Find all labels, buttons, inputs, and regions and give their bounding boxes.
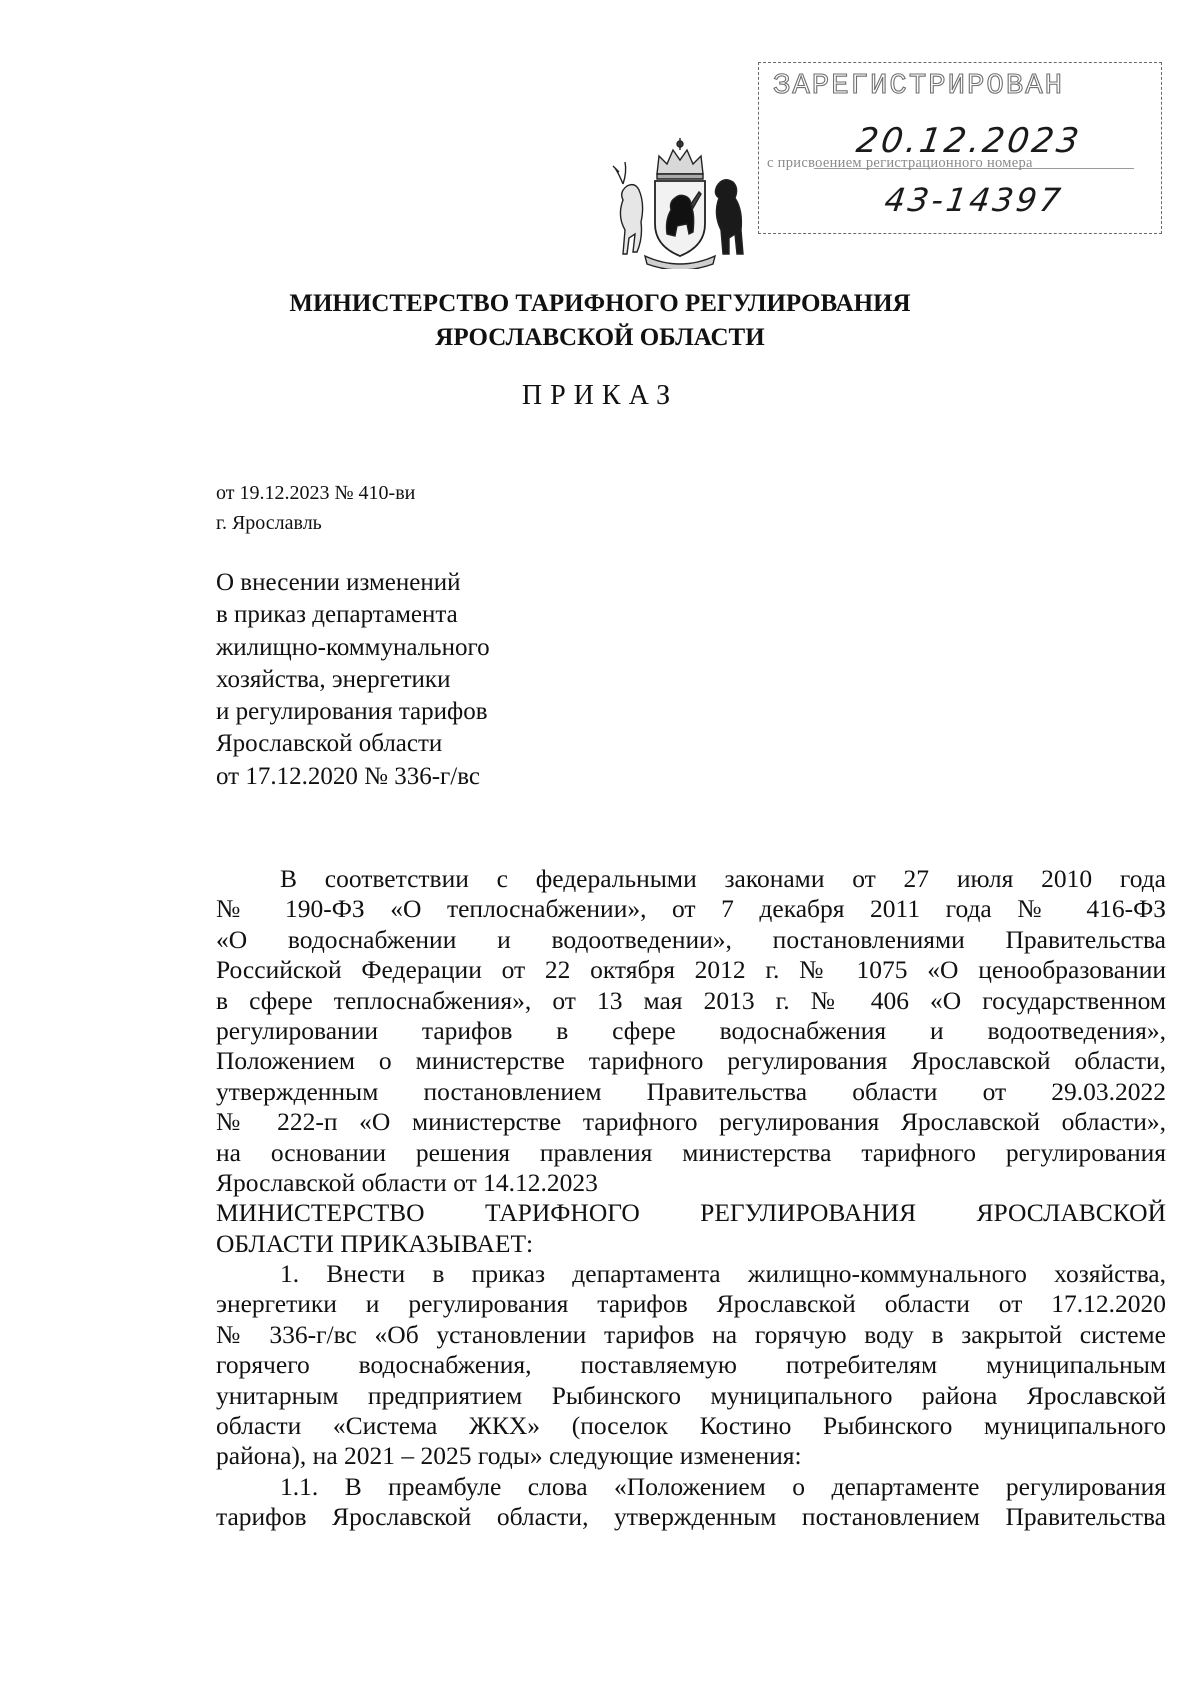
body-line: Российской Федерации от 22 октября 2012 г. № 1075 «О ценообразовании: [216, 955, 1166, 985]
stamp-title: ЗАРЕГИСТРИРОВАН: [773, 69, 1065, 102]
ministry-name: [0, 287, 1200, 355]
subject-line: от 17.12.2020 № 336-г/вс: [216, 762, 480, 790]
body-line: регулировании тарифов в сфере водоснабжения и водоотведения»,: [216, 1015, 1166, 1045]
body-line: утвержденным постановлением Правительства области от 29.03.2022: [216, 1076, 1166, 1106]
body-line: тарифов Ярославской области, утвержденным постановлением Правительства: [216, 1502, 1166, 1532]
body-line: области «Система ЖКХ» (поселок Костино Рыбинского муниципального: [216, 1411, 1166, 1441]
body-line: МИНИСТЕРСТВО ТАРИФНОГО РЕГУЛИРОВАНИЯ ЯРОСЛАВСКОЙ: [216, 1198, 1166, 1228]
body-line: энергетики и регулирования тарифов Ярославской области от 17.12.2020: [216, 1289, 1166, 1319]
body-line: унитарным предприятием Рыбинского муниципального района Ярославской: [216, 1380, 1166, 1410]
body-line: № 336-г/вс «Об установлении тарифов на горячую воду в закрытой системе: [216, 1319, 1166, 1349]
stamp-registration-number: 43-14397: [882, 181, 1066, 219]
stamp-subtitle: с присвоением регистрационного номера: [767, 155, 1033, 171]
body-line: № 190-ФЗ «О теплоснабжении», от 7 декабря 2011 года № 416-ФЗ: [216, 894, 1166, 924]
subject-line: Ярославской области: [216, 730, 443, 758]
order-city: г. Ярославль: [216, 512, 322, 534]
body-line: на основании решения правления министерства тарифного регулирования: [216, 1137, 1166, 1167]
body-line: В соответствии с федеральными законами от 27 июля 2010 года: [280, 864, 1166, 893]
body-line: ОБЛАСТИ ПРИКАЗЫВАЕТ:: [216, 1228, 534, 1258]
subject-line: О внесении изменений: [216, 569, 461, 596]
subject-line: в приказ департамента: [216, 601, 458, 629]
registration-stamp: [758, 62, 1162, 234]
order-date-number: от 19.12.2023 № 410-ви: [216, 482, 416, 504]
subject-line: хозяйства, энергетики: [216, 665, 451, 693]
body-line: в сфере теплоснабжения», от 13 мая 2013 г. № 406 «О государственном: [216, 985, 1166, 1015]
body-line: «О водоснабжении и водоотведении», постановлениями Правительства: [216, 924, 1166, 954]
subject-line: жилищно-коммунального: [216, 633, 490, 661]
body-line: 1.1. В преамбуле слова «Положением о департаменте регулирования: [280, 1471, 1166, 1501]
order-body: [216, 864, 1166, 1533]
ministry-name-line-1: МИНИСТЕРСТВО ТАРИФНОГО РЕГУЛИРОВАНИЯ: [289, 290, 911, 317]
body-line: горячего водоснабжения, поставляемую потребителям муниципальным: [216, 1350, 1166, 1380]
body-line: района), на 2021 – 2025 годы» следующие изменения:: [216, 1441, 802, 1471]
subject-line: и регулирования тарифов: [216, 698, 488, 726]
ministry-name-line-2: ЯРОСЛАВСКОЙ ОБЛАСТИ: [435, 324, 765, 351]
document-title: ПРИКАЗ: [521, 380, 679, 411]
body-line: 1. Внести в приказ департамента жилищно-коммунального хозяйства,: [280, 1259, 1166, 1289]
coat-of-arms-icon: [605, 134, 755, 269]
body-line: Положением о министерстве тарифного регулирования Ярославской области,: [216, 1046, 1166, 1076]
body-line: Ярославской области от 14.12.2023: [216, 1167, 598, 1197]
order-subject: [216, 567, 490, 793]
stamp-date: 20.12.2023: [853, 121, 1085, 161]
body-line: № 222-п «О министерстве тарифного регулирования Ярославской области»,: [216, 1107, 1166, 1137]
